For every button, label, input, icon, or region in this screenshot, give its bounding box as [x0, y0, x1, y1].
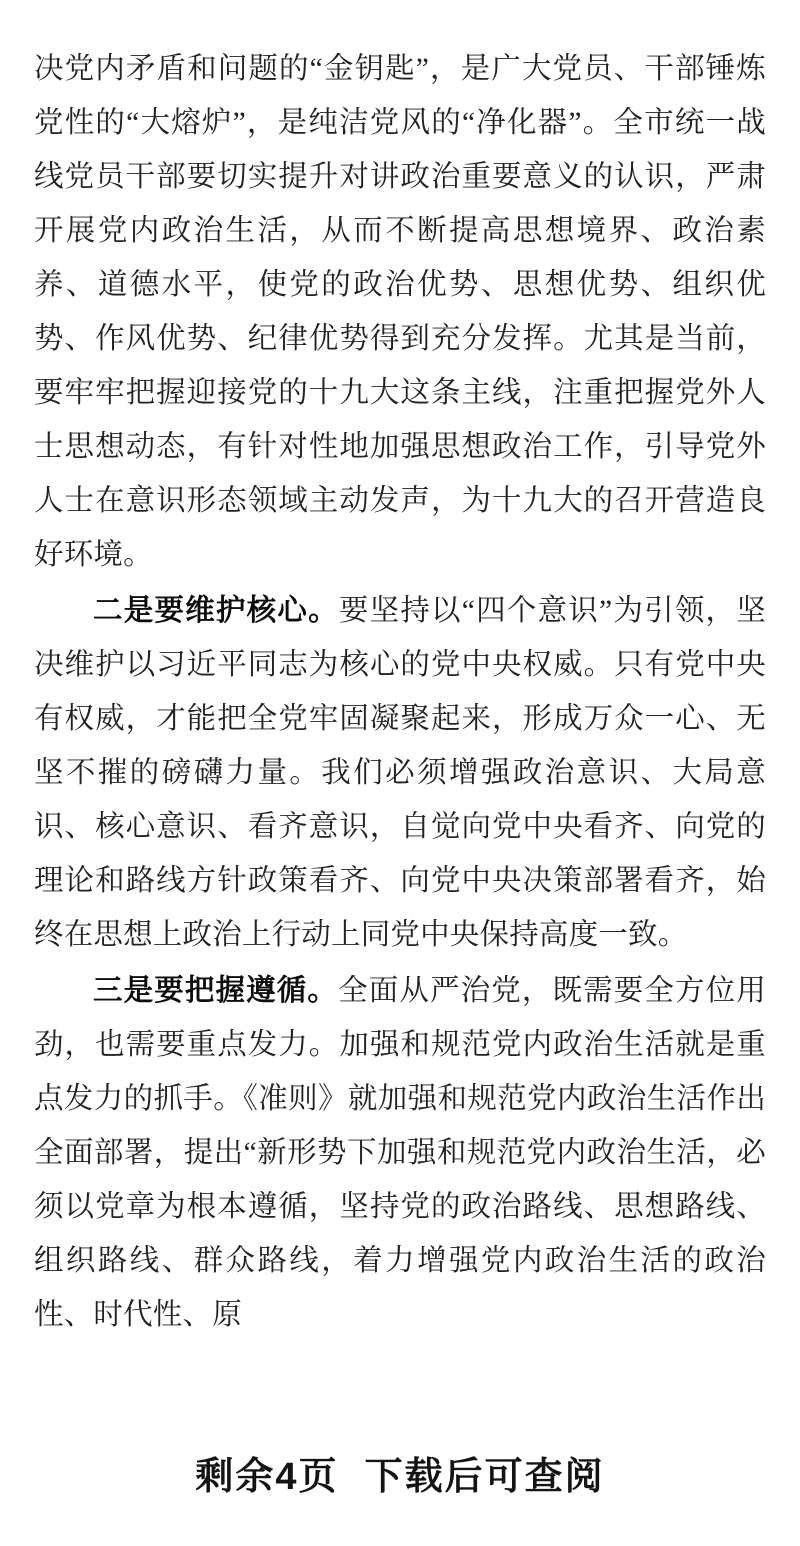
paragraph-1	[34, 42, 766, 582]
download-prompt[interactable]	[0, 1445, 800, 1500]
paragraph-2	[34, 584, 766, 962]
paragraph-3-text: 全面从严治党，既需要全方位用劲，也需要重点发力。加强和规范党内政治生活就是重点发力的抓手。《准则》就加强和规范党内政治生活作出全面部署，提出“新形势下加强和规范党内政治生活，必须以党章为根本遵循，坚持党的政治路线、思想路线、组织路线、群众路线，着力增强党内政治生活的政治性、时代性、原	[34, 975, 766, 1331]
download-hint-label: 下载后可查阅	[364, 1456, 605, 1498]
paragraph-3	[34, 964, 766, 1342]
paragraph-2-text: 要坚持以“四个意识”为引领，坚决维护以习近平同志为核心的党中央权威。只有党中央有权威，才能把全党牢固凝聚起来，形成万众一心、无坚不摧的磅礴力量。我们必须增强政治意识、大局意识、核心意识、看齐意识，自觉向党中央看齐、向党的理论和路线方针政策看齐、向党中央决策部署看齐，始终在思想上政治上行动上同党中央保持高度一致。	[34, 595, 766, 951]
paragraph-3-lead: 三是要把握遵循。	[93, 975, 339, 1007]
remaining-pages-label: 剩余4页	[195, 1456, 339, 1498]
document-body	[34, 42, 766, 1342]
paragraph-1-text: 决党内矛盾和问题的“金钥匙”，是广大党员、干部锤炼党性的“大熔炉”，是纯洁党风的“净化器”。全市统一战线党员干部要切实提升对讲政治重要意义的认识，严肃开展党内政治生活，从而不断提高思想境界、政治素养、道德水平，使党的政治优势、思想优势、组织优势、作风优势、纪律优势得到充分发挥。尤其是当前，要牢牢把握迎接党的十九大这条主线，注重把握党外人士思想动态，有针对性地加强思想政治工作，引导党外人士在意识形态领域主动发声，为十九大的召开营造良好环境。	[34, 53, 766, 571]
paragraph-2-lead: 二是要维护核心。	[93, 595, 339, 627]
